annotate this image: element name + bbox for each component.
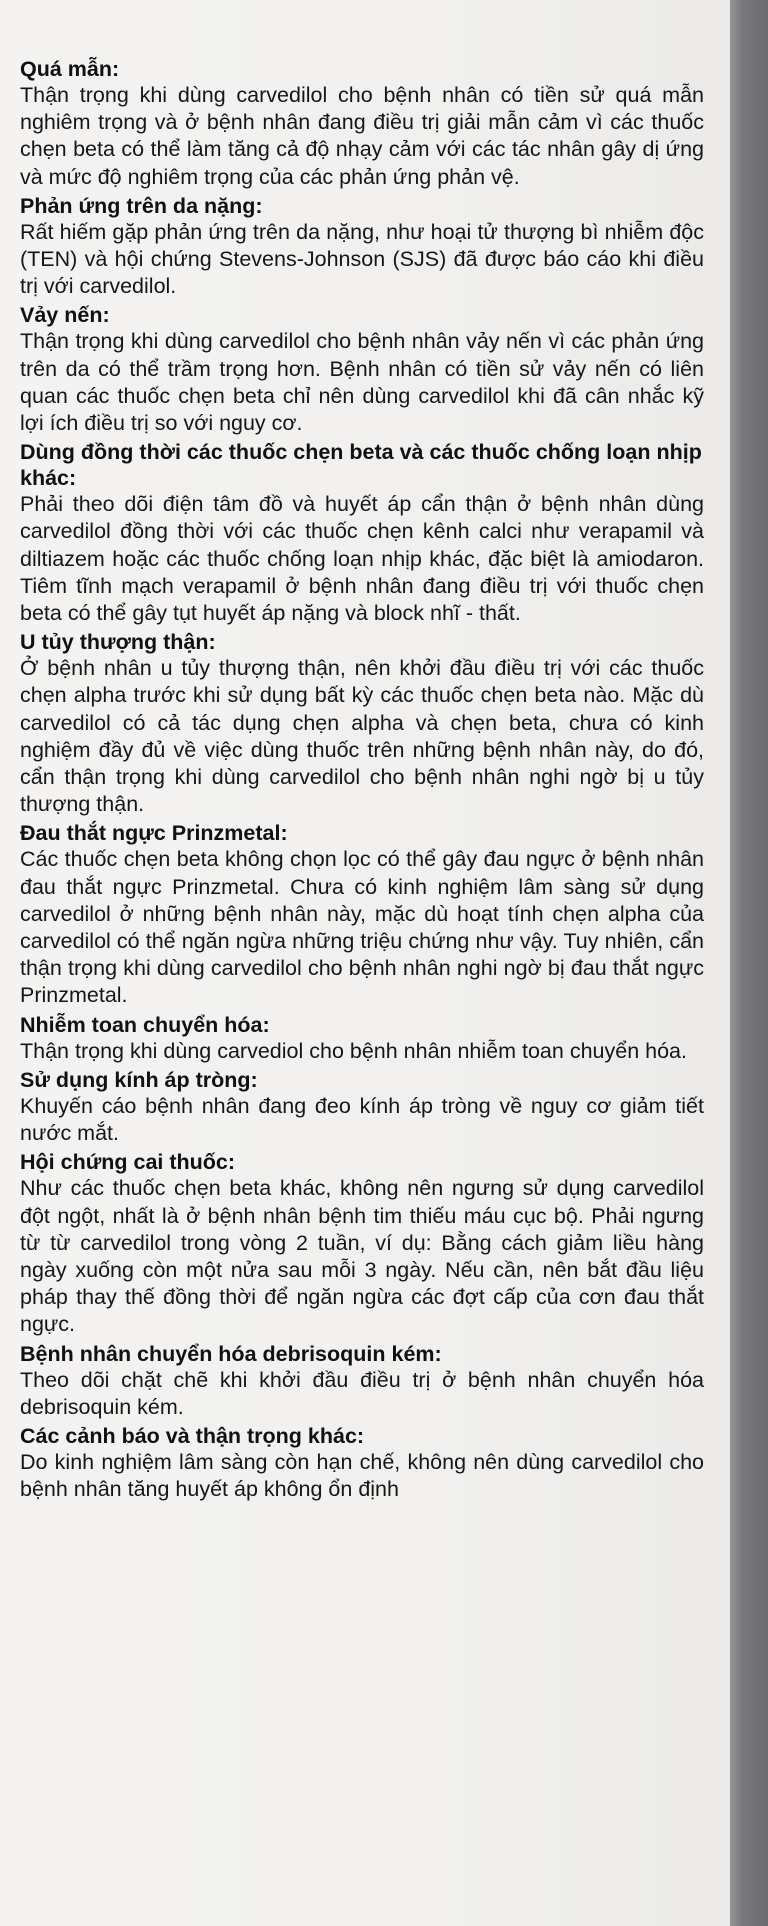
section-heading: Vảy nến: [20,303,110,328]
section-body: Phải theo dõi điện tâm đồ và huyết áp cẩn thận ở bệnh nhân dùng carvedilol đồng thời với các thuốc chẹn kênh calci như verapamil và diltiazem hoặc các thuốc chống loạn nhịp khác, đặc biệt là amiodaron. Tiêm tĩnh mạch verapamil ở bệnh nhân đang điều trị với thuốc chẹn beta có thể gây tụt huyết áp nặng và block nhĩ - thất. [20,492,704,626]
section-body: Ở bệnh nhân u tủy thượng thận, nên khởi đầu điều trị với các thuốc chẹn alpha trước khi sử dụng bất kỳ các thuốc chẹn beta nào. Mặc dù carvedilol có cả tác dụng chẹn alpha và chẹn beta, chưa có kinh nghiệm đầy đủ về việc dùng thuốc trên những bệnh nhân này, do đó, cẩn thận trọng khi dùng carvedilol cho bệnh nhân nghi ngờ bị u tủy thượng thận. [20,656,704,817]
section-qua-man [20,56,704,191]
section-body: Thận trọng khi dùng carvedilol cho bệnh nhân vảy nến vì các phản ứng trên da có thể trầm trọng hơn. Bệnh nhân có tiền sử vảy nến có liên quan các thuốc chẹn beta chỉ nên dùng carvedilol khi đã cân nhắc kỹ lợi ích điều trị so với nguy cơ. [20,329,704,436]
section-body: Rất hiếm gặp phản ứng trên da nặng, như hoại tử thượng bì nhiễm độc (TEN) và hội chứng Stevens-Johnson (SJS) đã được báo cáo khi điều trị với carvedilol. [20,219,704,299]
section-chong-loan-nhip [20,439,704,627]
page-edge-shadow [728,0,768,1926]
section-body: Do kinh nghiệm lâm sàng còn hạn chế, không nên dùng carvedilol cho bệnh nhân tăng huyết áp không ổn định [20,1449,704,1502]
section-heading: Các cảnh báo và thận trọng khác: [20,1423,365,1448]
section-heading: Quá mẫn: [20,57,120,81]
section-u-tuy [20,629,704,818]
section-body: Khuyến cáo bệnh nhân đang đeo kính áp tròng về nguy cơ giảm tiết nước mắt. [20,1093,704,1146]
section-nhiem-toan [20,1012,704,1065]
section-body: Các thuốc chẹn beta không chọn lọc có thể gây đau ngực ở bệnh nhân đau thắt ngực Prinzmetal. Chưa có kinh nghiệm lâm sàng sử dụng carvedilol ở những bệnh nhân này, mặc dù hoạt tính chẹn alpha của carvedilol có thể ngăn ngừa những triệu chứng như vậy. Tuy nhiên, cẩn thận trọng khi dùng carvedilol cho bệnh nhân nghi ngờ bị đau thắt ngực Prinzmetal. [20,847,704,1008]
section-heading: Bệnh nhân chuyển hóa debrisoquin kém: [20,1341,442,1366]
section-body: Thận trọng khi dùng carvediol cho bệnh nhân nhiễm toan chuyển hóa. [20,1038,687,1063]
section-prinzmetal [20,820,704,1009]
section-body: Như các thuốc chẹn beta khác, không nên ngưng sử dụng carvedilol đột ngột, nhất là ở bệnh nhân bệnh tim thiếu máu cục bộ. Phải ngưng từ từ carvedilol trong vòng 2 tuần, ví dụ: Bằng cách giảm liều hàng ngày xuống còn một nửa sau mỗi 3 ngày. Nếu cần, nên bắt đầu liệu pháp thay thế đồng thời để ngăn ngừa các đợt cấp của cơn đau thắt ngực. [20,1176,704,1337]
section-heading: Sử dụng kính áp tròng: [20,1067,258,1092]
section-heading: Dùng đồng thời các thuốc chẹn beta và các thuốc chống loạn nhịp khác: [20,440,702,491]
section-body: Thận trọng khi dùng carvedilol cho bệnh nhân có tiền sử quá mẫn nghiêm trọng và ở bệnh nhân đang điều trị giải mẫn cảm vì các thuốc chẹn beta có thể làm tăng cả độ nhạy cảm với các tác nhân gây dị ứng và mức độ nghiêm trọng của các phản ứng phản vệ. [20,83,704,189]
section-cai-thuoc [20,1149,704,1338]
section-debrisoquin [20,1341,704,1421]
section-phan-ung-da [20,193,704,301]
section-heading: Nhiễm toan chuyển hóa: [20,1012,270,1037]
section-kinh-ap-trong [20,1067,704,1147]
section-heading: Phản ứng trên da nặng: [20,193,263,218]
section-heading: U tủy thượng thận: [20,630,216,655]
section-canh-bao-khac [20,1423,704,1503]
section-heading: Đau thắt ngực Prinzmetal: [20,821,288,846]
section-heading: Hội chứng cai thuốc: [20,1150,236,1175]
section-body: Theo dõi chặt chẽ khi khởi đầu điều trị ở bệnh nhân chuyển hóa debrisoquin kém. [20,1367,704,1419]
section-vay-nen [20,302,704,437]
